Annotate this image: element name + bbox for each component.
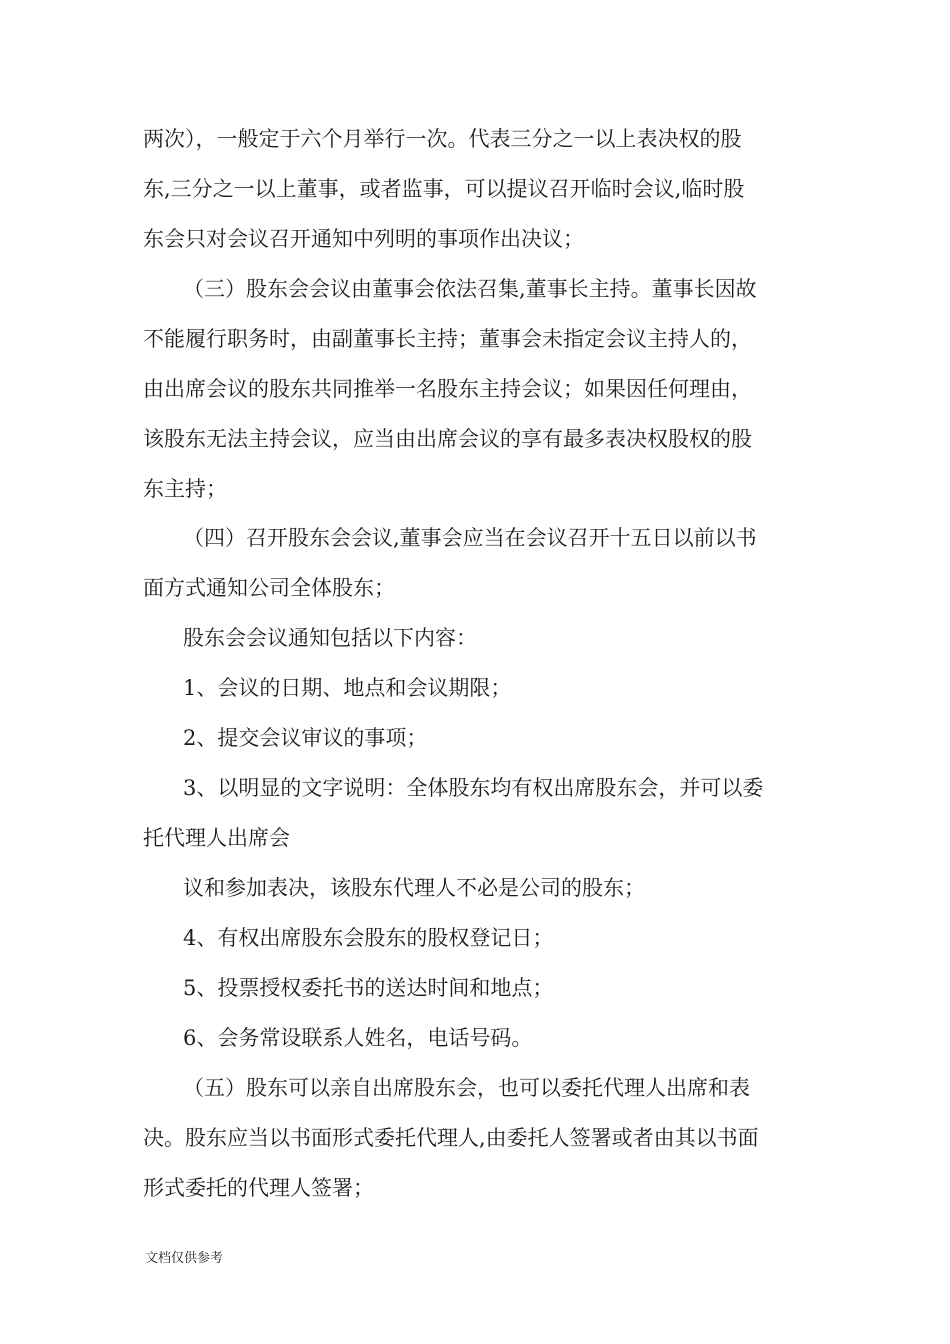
text-line-21: 决。股东应当以书面形式委托代理人,由委托人签署或者由其以书面 <box>143 1126 759 1150</box>
text-line-16: 议和参加表决，该股东代理人不必是公司的股东； <box>183 876 645 900</box>
text-line-4: （三）股东会会议由董事会依法召集,董事长主持。董事长因故 <box>183 277 757 301</box>
text-line-12: 1、会议的日期、地点和会议期限； <box>183 676 512 700</box>
text-line-20: （五）股东可以亲自出席股东会，也可以委托代理人出席和表 <box>183 1076 750 1100</box>
text-line-10: 面方式通知公司全体股东； <box>143 576 395 600</box>
text-line-9: （四）召开股东会会议,董事会应当在会议召开十五日以前以书 <box>183 526 757 550</box>
text-line-3: 东会只对会议召开通知中列明的事项作出决议； <box>143 227 584 251</box>
text-line-17: 4、有权出席股东会股东的股权登记日； <box>183 926 554 950</box>
page-footer: 文档仅供参考 <box>145 1251 224 1266</box>
text-line-22: 形式委托的代理人签署； <box>143 1176 374 1200</box>
text-line-6: 由出席会议的股东共同推举一名股东主持会议；如果因任何理由， <box>143 377 752 401</box>
text-line-13: 2、提交会议审议的事项； <box>183 726 428 750</box>
text-line-5: 不能履行职务时，由副董事长主持；董事会未指定会议主持人的， <box>143 327 752 351</box>
text-line-18: 5、投票授权委托书的送达时间和地点； <box>183 976 554 1000</box>
text-line-19: 6、会务常设联系人姓名，电话号码。 <box>183 1026 533 1050</box>
text-line-1: 两次），一般定于六个月举行一次。代表三分之一以上表决权的股 <box>143 127 742 151</box>
text-line-11: 股东会会议通知包括以下内容： <box>183 626 477 650</box>
text-line-14: 3、以明显的文字说明：全体股东均有权出席股东会，并可以委 <box>183 776 764 800</box>
text-line-15: 托代理人出席会 <box>143 826 290 850</box>
text-line-8: 东主持； <box>143 477 227 501</box>
text-line-7: 该股东无法主持会议，应当由出席会议的享有最多表决权股权的股 <box>143 427 752 451</box>
text-line-2: 东,三分之一以上董事，或者监事，可以提议召开临时会议,临时股 <box>143 177 745 201</box>
